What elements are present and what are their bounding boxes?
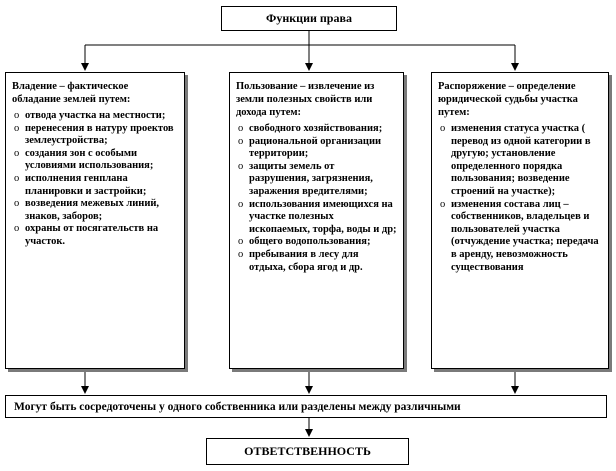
column-head-use: Пользование – извлечение из земли полезных свойств или дохода путем:: [236, 81, 375, 118]
list-item: o перенесения в натуру проектов землеустройства;: [12, 123, 178, 148]
list-item: o отвода участка на местности;: [12, 110, 178, 123]
top-box: [221, 6, 397, 31]
note-box: [5, 395, 607, 418]
final-box: [206, 438, 409, 465]
top-title: Функции права: [266, 11, 352, 25]
column-head-possession: Владение – фактическое обладание землей путем:: [12, 81, 131, 105]
column-list-disposal: [438, 123, 602, 274]
column-list-use: [236, 123, 397, 274]
list-item: o свободного хозяйствования;: [236, 123, 397, 136]
list-item: o охраны от посягательств на участок.: [12, 223, 178, 248]
list-item: o возведения межевых линий, знаков, заборов;: [12, 198, 178, 223]
column-box-use: [229, 72, 404, 369]
list-item: o защиты земель от разрушения, загрязнения, заражения вредителями;: [236, 161, 397, 199]
final-title: ОТВЕТСТВЕННОСТЬ: [244, 444, 371, 458]
note-text: Могут быть сосредоточены у одного собственника или разделены между различными: [14, 401, 461, 413]
list-item: o изменения состава лиц – собственников, владельцев и пользователей участка (отчуждение участка; передача в аренду, невозможность существования: [438, 199, 602, 275]
column-list-possession: [12, 110, 178, 249]
column-box-possession: [5, 72, 185, 369]
column-box-disposal: [431, 72, 609, 369]
list-item: o изменения статуса участка ( перевод из одной категории в другую; установление определенного порядка пользования; возведение строений на участке);: [438, 123, 602, 199]
list-item: o пребывания в лесу для отдыха, сбора ягод и др.: [236, 249, 397, 274]
list-item: o создания зон с особыми условиями использования;: [12, 148, 178, 173]
list-item: o исполнения генплана планировки и застройки;: [12, 173, 178, 198]
list-item: o общего водопользования;: [236, 236, 397, 249]
list-item: o использования имеющихся на участке полезных ископаемых, торфа, воды и др;: [236, 199, 397, 237]
list-item: o рациональной организации территории;: [236, 136, 397, 161]
column-head-disposal: Распоряжение – определение юридической судьбы участка путем:: [438, 81, 578, 118]
